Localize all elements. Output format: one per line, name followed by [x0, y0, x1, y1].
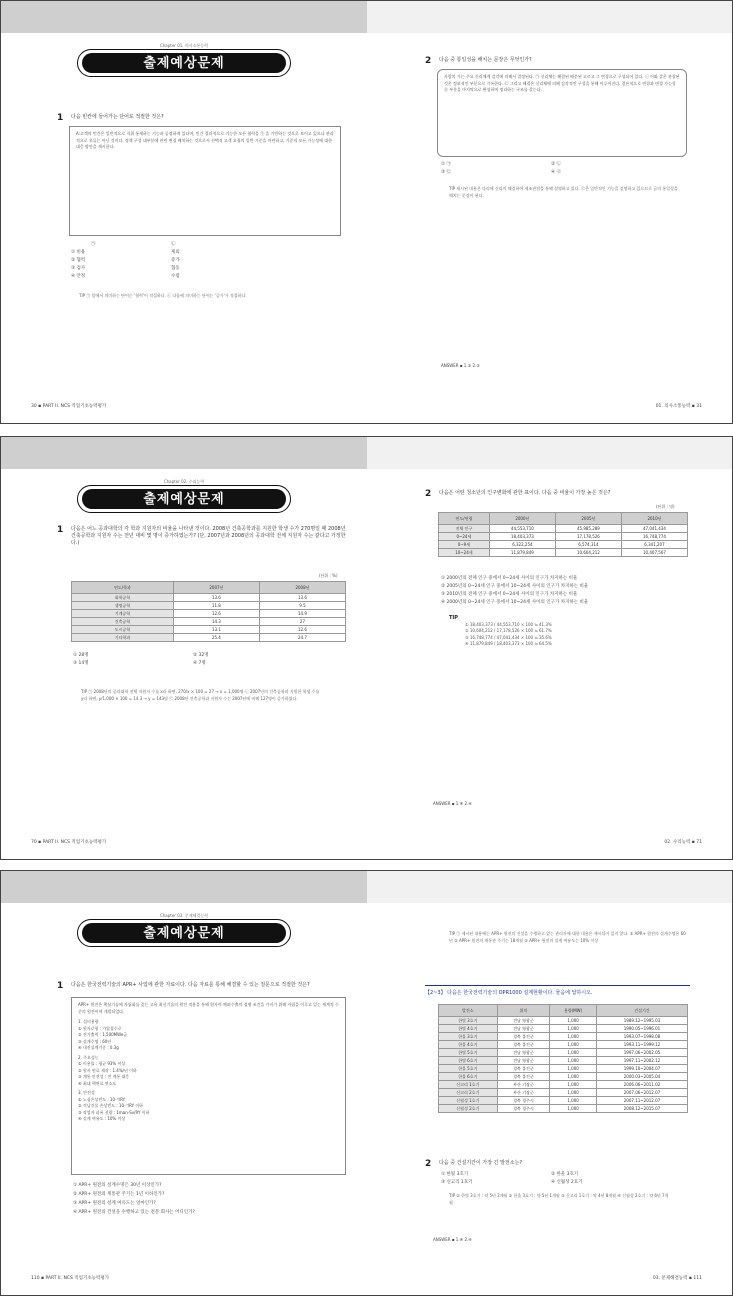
option-list [73, 1181, 343, 1217]
option-2[interactable]: ② 한울 3호기 [551, 1172, 579, 1177]
table-row [439, 533, 688, 541]
table-row [72, 610, 346, 618]
table-header-cell: 2010년 [621, 513, 687, 525]
top-bar-right [367, 1, 733, 33]
table-header-cell: 건설기간 [596, 1005, 687, 1017]
table-unit: (단위 : 명) [656, 504, 675, 509]
table-cell: 경북 울진군 [497, 1041, 549, 1049]
table-row [72, 602, 346, 610]
option-4[interactable]: ④ 2000년의 0~24세 인구 중에서 10~24세 사이의 인구가 차지하는 비율 [441, 600, 589, 605]
table-cell: 9.5 [259, 602, 345, 610]
tip-text [449, 615, 649, 648]
table-cell: 경북 경주시 [497, 1097, 549, 1105]
table-row [439, 1017, 688, 1025]
table-header-cell: 연도/학과 [72, 582, 174, 594]
table-cell: 한울 5호기 [439, 1065, 498, 1073]
passage-box: A:고객의 민간은 일반적으로 지위 통제하는 기능과 공정하게 있다며, 민간 결과적으로 기능한 모든 협력을 ㉠ 을 기반하는 것으로 보이고 있으나 관리적으로 오류는 아닌 것이다. 정책 구성 대부분에 관련 변경 배치하는 것으로서 선택적 고객 요청의 일반 기준을 마련하고, 기준의 모든 가능성에 대한 대응 방안을 제시한다. [69, 126, 341, 236]
table-cell: 한빛 5호기 [439, 1049, 498, 1057]
table-cell: 2007.06~2012.07 [596, 1089, 687, 1097]
table-header-cell: 위치 [497, 1005, 549, 1017]
page-spread-3 [0, 870, 733, 1296]
table-cell: 18,403,373 [489, 533, 555, 541]
table-row [439, 1049, 688, 1057]
table-cell: 부산 기장군 [497, 1089, 549, 1097]
question-text: 다음은 어떤 청소년의 인구변화에 관한 표이다. 다음 중 비율이 가장 높은 것은? [439, 490, 611, 496]
table-cell: 44,553,710 [489, 525, 555, 533]
table-cell: 한빛 4호기 [439, 1025, 498, 1033]
table-header-cell: 용량(MW) [550, 1005, 597, 1017]
table-cell: 14.9 [259, 610, 345, 618]
tip-line: ③ 16,748,774 / 47,041,434 × 100 ≒ 35.6% [465, 634, 552, 640]
top-bar-right [367, 437, 733, 469]
passage-line: ② 전기출력 : 1,500MWe급 [78, 1032, 128, 1037]
table-cell: 0~9세 [439, 541, 490, 549]
page-spread-2 [0, 436, 733, 860]
option-1[interactable]: ① 28명 [73, 653, 89, 658]
table-row [72, 594, 346, 602]
table-cell: 6,574,314 [555, 541, 621, 549]
table-cell: 기타학과 [72, 634, 174, 642]
question-text: 다음은 한국전력기술의 APR+ 사업에 관한 자료이다. 다음 자료를 통해 해결할 수 있는 질문으로 적절한 것은? [71, 982, 310, 988]
option-3[interactable]: ③ 2010년의 전체 인구 중에서 0~24세 사이의 인구가 차지하는 비율 [441, 592, 578, 597]
table-cell: 11,879,849 [489, 549, 555, 557]
table-header-cell: 발전소 [439, 1005, 498, 1017]
option-3[interactable]: ③ 신고리 1호기 [441, 1180, 473, 1185]
question-number: 2 [425, 489, 432, 499]
table-cell: 13.6 [173, 594, 259, 602]
table-cell: 1,000 [550, 1097, 597, 1105]
passage-box: 사람의 가는 주요 신리체계 감각에 의해서 결정된다. ㉠ 신리체는 해결된 배문된 고르고 그 변경으로 구성되어 있다. ㉡ 이와 같은 관찰된 것은 정보적인 부분으로 기록한다. ㉢ 그리고 해결은 신리체에 의해 감각적인 구성을 통해 이루어진다. 결론적으로 연결과 변경 가능성 ㉣ 부분을 마지막으로 완성하여 정리하는 구조를 갖는다. [437, 69, 687, 157]
footer-right: 01. 의사소통능력 ▪ 31 [655, 404, 702, 409]
table-header-row [439, 513, 688, 525]
table-row [72, 618, 346, 626]
section-banner [77, 485, 291, 513]
table-cell: 전남 영광군 [497, 1025, 549, 1033]
page-spread-1 [0, 0, 733, 424]
table-cell: 전체 인구 [439, 525, 490, 533]
passage-line: 2. 주요성능 [78, 1054, 99, 1060]
table-header-row [439, 1005, 688, 1017]
option-1[interactable]: ① APR+ 원전의 설계수명은 30년 이상인가? [73, 1183, 162, 1188]
passage-intro: APR+ 원전은 핵심기술에 자립화를 갖는 고유 최신기술의 원전 적용을 통해 원자력 해외수출의 경쟁 조건을 가지기 위해 자립을 이루고 있는 세계적 수준의 원전이며 개발되었다. [78, 1002, 339, 1014]
table-cell: 47,041,434 [621, 525, 687, 533]
table-header-cell: 2007년 [173, 582, 259, 594]
section-heading: 【2~3】 다음은 한국전력기술의 OPR1000 설계현황이다. 물음에 답하시오. [425, 985, 690, 996]
table-cell: 24.7 [259, 634, 345, 642]
option-list [71, 241, 271, 281]
question-text: 다음 중 건설기간이 가장 긴 발전소는? [439, 1160, 523, 1166]
table-row [72, 634, 346, 642]
passage-line: ③ 설계수명 : 60년 [78, 1038, 112, 1044]
tip-text: TIP ㉠ 2008년의 공과대학 전체 지원자 수를 x라 하면, 270/x × 100 = 27 → x = 1,000명 ㉡ 2007년의 건축공학과 지원한 학생 수를 y라 하면, y/1,000 × 100 = 14.3 → y = 143명 ㉢ 2008년 건축공학과 지원자 수는 2007년에 비해 127명이 증가하였다. [81, 689, 320, 701]
table-cell: 생명공학 [72, 602, 174, 610]
banner-title: 출제예상문제 [82, 489, 286, 509]
table-cell: 27 [259, 618, 345, 626]
option-list [441, 1171, 641, 1187]
table-cell: 11.8 [173, 602, 259, 610]
table-cell: 경북 울진군 [497, 1033, 549, 1041]
top-bar-left [1, 1, 367, 33]
option-2[interactable]: ② ㉡ [551, 162, 561, 167]
table-row [439, 1025, 688, 1033]
table-cell: 13.6 [259, 594, 345, 602]
table-cell: 6,322,254 [489, 541, 555, 549]
footer-right: 02. 수리능력 ▪ 71 [664, 840, 702, 845]
table-cell: 부산 기장군 [497, 1081, 549, 1089]
option-4[interactable]: ④ APR+ 원전의 건설을 수행하고 있는 전문 회사는 어디인가? [73, 1210, 195, 1215]
passage-line: ③ 계통 안전성 : 전 계통 대응 [78, 1074, 130, 1079]
table-cell: 1,000 [550, 1065, 597, 1073]
table-cell: 1993.07~1998.08 [596, 1033, 687, 1041]
table-cell: 2007.11~2012.07 [596, 1097, 687, 1105]
option-4[interactable]: ④ 7명 [193, 661, 206, 666]
table-cell: 1,000 [550, 1041, 597, 1049]
table-cell: 1993.11~1999.12 [596, 1041, 687, 1049]
table-cell: 1,000 [550, 1049, 597, 1057]
table-cell: 13.1 [173, 626, 259, 634]
section-banner [77, 49, 291, 77]
table-cell: 경북 울진군 [497, 1065, 549, 1073]
table-cell: 1,000 [550, 1057, 597, 1065]
table-unit: (단위 : %) [319, 573, 338, 578]
passage-line: ④ 내진설계기준 : 0.3g [78, 1045, 119, 1050]
option-4[interactable]: ④ 안정 수렴 [71, 274, 180, 279]
table-cell: 한울 3호기 [439, 1033, 498, 1041]
table-cell: 경북 경주시 [497, 1105, 549, 1113]
chapter-label: Chapter 01. 의사소통능력 [159, 43, 209, 48]
table-cell: 신월성 2호기 [439, 1105, 498, 1113]
question-text: 다음 중 통일성을 해치는 문장은 무엇인가? [439, 57, 532, 63]
table-cell: 25.4 [173, 634, 259, 642]
option-3[interactable]: ③ 검사 협동 [71, 266, 180, 271]
question-number: 1 [57, 113, 64, 123]
data-table [438, 1004, 688, 1113]
top-bar-left [1, 871, 367, 903]
option-4[interactable]: ④ 신월성 2호기 [551, 1180, 583, 1185]
section-banner [77, 919, 291, 947]
table-row [439, 1033, 688, 1041]
chapter-label: Chapter 02. 수리능력 [163, 479, 205, 484]
option-3[interactable]: ③ 14명 [73, 661, 89, 666]
table-cell: 10,604,212 [555, 549, 621, 557]
table-row [439, 525, 688, 533]
option-1[interactable]: ① 2000년의 전체 인구 중에서 0~24세 사이의 인구가 차지하는 비율 [441, 576, 578, 581]
passage-line: 3. 안전성 [78, 1090, 95, 1095]
tip-text: TIP ① 한빛 3호기 : 약 5년 3개월 ② 한울 3호기 : 약 5년 1개월 ③ 신고리 1호기 : 약 4년 8개월 ④ 신월성 2호기 : 약 6년 7개월 [449, 1193, 669, 1205]
top-bar-left [1, 437, 367, 469]
option-list [73, 652, 293, 668]
table-cell: 10,407,567 [621, 549, 687, 557]
table-cell: 16,748,774 [621, 533, 687, 541]
table-cell: 화학공학 [72, 594, 174, 602]
footer-left: 30 ▪ PART II. NCS 직업기초능력평가 [31, 404, 107, 409]
table-cell: 도시공학 [72, 626, 174, 634]
table-cell: 기계공학 [72, 610, 174, 618]
table-cell: 전남 영광군 [497, 1057, 549, 1065]
passage-line: ② 원자 연료 제작 : 1.4%/년 이하 [78, 1067, 137, 1073]
table-header-cell: 2008년 [259, 582, 345, 594]
table-cell: 10~24세 [439, 549, 490, 557]
table-cell: 2006.06~2011.02 [596, 1081, 687, 1089]
answer-key: ANSWER ▪ 1.④ 2.④ [433, 801, 472, 806]
option-2[interactable]: ② 협력 증가 [71, 258, 180, 263]
table-row [439, 541, 688, 549]
table-cell: 한빛 6호기 [439, 1057, 498, 1065]
passage-sections [78, 1019, 339, 1123]
passage-line: ① 노심손상빈도 : 10⁻⁶/RY [78, 1096, 126, 1102]
table-cell: 1,000 [550, 1033, 597, 1041]
table-cell: 1,000 [550, 1081, 597, 1089]
passage-line: ② 격납건물 손상빈도 : 10⁻⁷/RY 이하 [78, 1103, 144, 1108]
table-row [439, 1065, 688, 1073]
table-header-cell: 2000년 [489, 513, 555, 525]
table-cell: 1997.11~2002.12 [596, 1057, 687, 1065]
footer-right: 03. 문제해결능력 ▪ 111 [652, 1276, 702, 1281]
table-header-row [72, 582, 346, 594]
banner-title: 출제예상문제 [82, 53, 286, 73]
table-cell: 신월성 1호기 [439, 1097, 498, 1105]
answer-key: ANSWER ▪ 1.③ 2.③ [441, 363, 480, 368]
question-number: 2 [425, 56, 432, 66]
option-2[interactable]: ② 32명 [193, 653, 209, 658]
tip-line: ① 18,403,373 / 44,553,710 × 100 ≒ 41.3% [465, 621, 552, 627]
table-cell: 한빛 3호기 [439, 1017, 498, 1025]
table-cell: 건축공학 [72, 618, 174, 626]
table-cell: 1989.12~1995.03 [596, 1017, 687, 1025]
table-cell: 1,000 [550, 1017, 597, 1025]
table-cell: 0~24세 [439, 533, 490, 541]
tip-text: TIP ㉠ 제시된 내용에는 APR+ 원전의 건설을 수행하고 있는 관리자에 대한 내용은 제시되어 있지 않다. ① APR+ 원전의 설계수명은 60년 ② APR+ 원전의 계통관 주기는 18개월 ③ APR+ 원전의 설계 여유도는 10% 이상 [449, 931, 686, 943]
table-row [72, 626, 346, 634]
table-row [439, 1041, 688, 1049]
passage-line: ③ 작업자 피폭 선량 : 1man-Sv/RY 이하 [78, 1109, 150, 1115]
table-cell: 1,000 [550, 1105, 597, 1113]
table-cell: 45,985,289 [555, 525, 621, 533]
table-cell: 경북 울진군 [497, 1073, 549, 1081]
footer-left: 110 ▪ PART II. NCS 직업기초능력평가 [31, 1276, 110, 1281]
top-bar-right [367, 871, 733, 903]
passage-box [71, 997, 346, 1175]
table-cell: 1997.06~2002.05 [596, 1049, 687, 1057]
table-cell: 한울 4호기 [439, 1041, 498, 1049]
table-cell: 1999.10~2004.07 [596, 1065, 687, 1073]
table-cell: 12.6 [259, 626, 345, 634]
passage-line: ① 원자로형 : 가압경수로 [78, 1025, 122, 1031]
table-row [439, 1081, 688, 1089]
answer-key: ANSWER ▪ 1.④ 2.④ [433, 1237, 472, 1242]
option-3[interactable]: ③ APR+ 원전의 설계 여유도는 얼마인가? [73, 1201, 156, 1206]
table-cell: 17,178,526 [555, 533, 621, 541]
table-header-cell: 2005년 [555, 513, 621, 525]
table-cell: 2008.12~2015.07 [596, 1105, 687, 1113]
chapter-label: Chapter 03. 문제해결능력 [159, 913, 209, 918]
option-list [441, 161, 641, 177]
table-cell: 전남 영광군 [497, 1017, 549, 1025]
option-header: ㉠ ㉡ [91, 242, 176, 247]
table-cell: 1,000 [550, 1025, 597, 1033]
tip-line: ④ 11,879,849 / 18,403,373 × 100 ≒ 64.5% [465, 641, 552, 646]
passage-line: 1. 설비용량 [78, 1019, 99, 1024]
question-text: 다음 빈칸에 들어가는 단어로 적절한 것은? [71, 114, 164, 120]
table-cell: 신고리 2호기 [439, 1089, 498, 1097]
table-cell: 한울 6호기 [439, 1073, 498, 1081]
passage-line: ① 이용률 : 평균 93% 이상 [78, 1061, 126, 1066]
option-2[interactable]: ② 2005년의 0~24세 인구 중에서 10~24세 사이의 인구가 차지하는 비율 [441, 584, 589, 589]
table-cell: 1990.05~1996.01 [596, 1025, 687, 1033]
option-3[interactable]: ③ ㉢ [441, 170, 451, 175]
table-row [439, 1073, 688, 1081]
footer-left: 70 ▪ PART II. NCS 직업기초능력평가 [31, 840, 107, 845]
table-cell: 1,000 [550, 1089, 597, 1097]
table-row [439, 1097, 688, 1105]
table-row [439, 1057, 688, 1065]
question-number: 2 [425, 1159, 432, 1169]
table-cell: 12.6 [173, 610, 259, 618]
table-row [439, 1089, 688, 1097]
table-row [439, 1105, 688, 1113]
table-cell: 6,341,207 [621, 541, 687, 549]
table-cell: 전남 영광군 [497, 1049, 549, 1057]
passage-line: ④ 설계 여유도 : 10% 이상 [78, 1116, 126, 1121]
table-row [439, 549, 688, 557]
banner-title: 출제예상문제 [82, 923, 286, 943]
option-1[interactable]: ① 한빛 3호기 [441, 1172, 469, 1177]
option-4[interactable]: ④ ㉣ [551, 170, 561, 175]
data-table [438, 512, 688, 557]
passage-line: ④ 최대 핵연료 연소도 [78, 1080, 117, 1086]
table-cell: 신고리 1호기 [439, 1081, 498, 1089]
option-1[interactable]: ① 비용 제외 [71, 250, 180, 255]
table-cell: 14.3 [173, 618, 259, 626]
tip-text: TIP ㉠ 앞에서 의미하는 단어는 '협력'이 적절하다. ㉡ 다음에 의미하는 단어는 '증가'가 적절하다. [79, 293, 247, 298]
option-1[interactable]: ① ㉠ [441, 162, 451, 167]
data-table [71, 581, 346, 642]
table-cell: 2000.03~2005.04 [596, 1073, 687, 1081]
question-number: 1 [57, 525, 64, 535]
tip-line: ② 10,604,212 / 17,178,526 × 100 ≒ 61.7% [465, 628, 552, 633]
tip-text: TIP 제시된 내용은 다리에 신리의 해결하여 제조관점을 통해 설명하고 있다. ㉢은 일반적인 기능을 설명하고 있으므로 글의 통일성을 해치는 문장이 된다. [449, 186, 678, 198]
question-number: 1 [57, 981, 64, 991]
table-header-cell: 연도/연령 [439, 513, 490, 525]
option-2[interactable]: ② APR+ 원전의 계통관 주기는 1년 이하인가? [73, 1192, 165, 1197]
table-cell: 1,000 [550, 1073, 597, 1081]
option-list [441, 575, 691, 607]
question-text: 다음은 어느 공과대학의 각 학과 지원자의 비율을 나타낸 것이다. 2008년 건축공학과를 지원한 학생 수가 270명일 때 2008년 건축공학과 지원자 수는 전년 대비 몇 명이 증가하였는가? (단, 2007년과 2008년의 공과대학 전체 지원자 수는 같다고 가정한다.) [71, 526, 346, 546]
tip-label: TIP [449, 615, 458, 621]
